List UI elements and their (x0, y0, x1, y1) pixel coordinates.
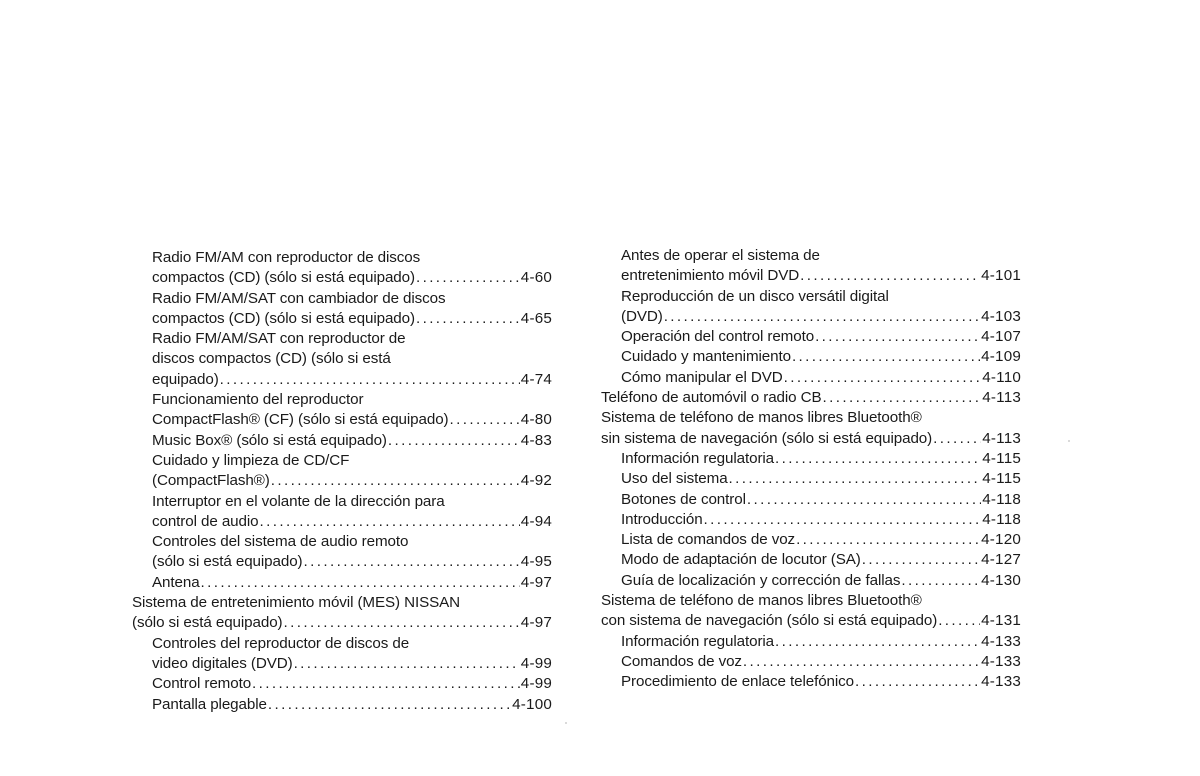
toc-entry (601, 510, 1021, 530)
toc-page-number: 4-95 (520, 553, 552, 571)
toc-entry (132, 431, 552, 451)
toc-entry (601, 449, 1021, 469)
dot-leader (268, 695, 511, 715)
dot-leader (416, 309, 520, 329)
dot-leader (775, 632, 980, 652)
toc-entry-title: Radio FM/AM/SAT con cambiador de discos (152, 289, 446, 307)
toc-entry-title: control de audio (152, 512, 259, 530)
toc-entry-title: Controles del sistema de audio remoto (152, 533, 409, 551)
dot-leader (784, 368, 982, 388)
paper-speck (1068, 440, 1070, 442)
toc-page-number: 4-97 (520, 614, 552, 632)
toc-page-number: 4-118 (982, 510, 1021, 528)
toc-entry-title: compactos (CD) (sólo si está equipado) (152, 309, 415, 327)
toc-page-number: 4-133 (981, 652, 1021, 670)
toc-page-number: 4-60 (520, 269, 552, 287)
dot-leader (938, 611, 980, 631)
toc-entry (132, 634, 552, 675)
toc-entry (601, 408, 1021, 449)
toc-page-number: 4-118 (982, 490, 1021, 508)
toc-entry-title: Información regulatoria (621, 632, 775, 650)
dot-leader (294, 654, 520, 674)
toc-entry-title: Music Box® (sólo si está equipado) (152, 431, 387, 449)
dot-leader (271, 471, 520, 491)
dot-leader (416, 268, 520, 288)
toc-entry (601, 246, 1021, 287)
toc-entry (601, 632, 1021, 652)
dot-leader (704, 510, 982, 530)
toc-entry (601, 672, 1021, 692)
toc-entry-title: Lista de comandos de voz (621, 531, 796, 549)
dot-leader (901, 571, 980, 591)
dot-leader (743, 652, 980, 672)
toc-entry (132, 329, 552, 390)
toc-entry (132, 248, 552, 289)
toc-entry-title: video digitales (DVD) (152, 654, 293, 672)
toc-entry-title: Operación del control remoto (621, 328, 815, 346)
toc-entry-title: Introducción (621, 510, 703, 528)
toc-entry-title: Antes de operar el sistema de (621, 247, 820, 264)
toc-entry-title: Pantalla plegable (152, 695, 267, 713)
toc-entry-title: Antena (152, 573, 200, 591)
toc-page-number: 4-83 (520, 431, 552, 449)
toc-page-number: 4-99 (520, 675, 552, 693)
toc-entry (601, 530, 1021, 550)
dot-leader (800, 266, 980, 286)
dot-leader (823, 388, 982, 408)
toc-page-number: 4-127 (981, 551, 1021, 569)
toc-page-number: 4-97 (520, 573, 552, 591)
toc-entry-title: (sólo si está equipado) (152, 553, 303, 571)
toc-entry-title: Modo de adaptación de locutor (SA) (621, 551, 861, 569)
toc-entry (132, 573, 552, 593)
toc-page-number: 4-92 (520, 472, 552, 490)
toc-page-number: 4-113 (982, 429, 1021, 447)
toc-entry-title: Funcionamiento del reproductor (152, 391, 364, 409)
toc-entry (601, 591, 1021, 632)
toc-page-number: 4-120 (981, 531, 1021, 549)
toc-page-number: 4-100 (512, 695, 552, 713)
toc-entry (132, 390, 552, 431)
toc-entry (132, 289, 552, 330)
dot-leader (252, 674, 520, 694)
toc-entry (601, 327, 1021, 347)
toc-entry-title: Cuidado y mantenimiento (621, 348, 791, 366)
toc-entry-title: con sistema de navegación (sólo si está equipado) (601, 612, 938, 630)
toc-entry-title: Uso del sistema (621, 470, 728, 488)
bleed-through-mark (268, 80, 388, 170)
toc-page-number: 4-109 (981, 348, 1021, 366)
toc-page-number: 4-80 (520, 411, 552, 429)
dot-leader (450, 410, 520, 430)
toc-entry-title: compactos (CD) (sólo si está equipado) (152, 269, 415, 287)
toc-entry (132, 492, 552, 533)
dot-leader (664, 307, 980, 327)
toc-page-number: 4-99 (520, 654, 552, 672)
toc-entry-title: Interruptor en el volante de la dirección para (152, 492, 445, 510)
toc-entry-title: CompactFlash® (CF) (sólo si está equipado) (152, 411, 449, 429)
dot-leader (284, 613, 520, 633)
toc-entry-title: equipado) (152, 370, 219, 388)
toc-column-right (601, 246, 1021, 693)
dot-leader (796, 530, 980, 550)
toc-entry (601, 287, 1021, 328)
toc-entry-title: Comandos de voz (621, 652, 742, 670)
toc-entry (601, 490, 1021, 510)
toc-page-number: 4-107 (981, 328, 1021, 346)
dot-leader (259, 512, 519, 532)
dot-leader (933, 429, 981, 449)
dot-leader (201, 573, 520, 593)
toc-page-number: 4-115 (982, 470, 1021, 488)
toc-entry-title: Cómo manipular el DVD (621, 368, 783, 386)
toc-entry-title: Reproducción de un disco versátil digital (621, 287, 889, 305)
toc-entry-title: Teléfono de automóvil o radio CB (601, 389, 822, 407)
toc-entry-title: Radio FM/AM/SAT con reproductor de (152, 330, 406, 348)
toc-page-number: 4-131 (981, 612, 1021, 630)
toc-entry (601, 571, 1021, 591)
toc-entry-title: Controles del reproductor de discos de (152, 634, 410, 652)
toc-page-number: 4-94 (520, 512, 552, 530)
toc-entry-title: Sistema de entretenimiento móvil (MES) NISSAN (132, 594, 461, 612)
toc-entry-title: Sistema de teléfono de manos libres Bluetooth® (601, 409, 922, 427)
toc-page-number: 4-103 (981, 307, 1021, 325)
toc-entry (132, 451, 552, 492)
toc-entry-title: Radio FM/AM con reproductor de discos (152, 249, 421, 266)
toc-entry (132, 695, 552, 715)
toc-page-number: 4-115 (982, 449, 1021, 467)
dot-leader (747, 490, 981, 510)
toc-entry-title: entretenimiento móvil DVD (621, 267, 800, 285)
toc-entry-title: Sistema de teléfono de manos libres Bluetooth® (601, 592, 922, 610)
toc-entry (601, 347, 1021, 367)
toc-entry-title: Control remoto (152, 675, 252, 693)
toc-entry-title: Botones de control (621, 490, 746, 508)
toc-entry (601, 550, 1021, 570)
toc-page-number: 4-74 (520, 370, 552, 388)
toc-entry-title: (CompactFlash®) (152, 472, 270, 490)
toc-entry-title: Cuidado y limpieza de CD/CF (152, 451, 350, 469)
dot-leader (775, 449, 981, 469)
toc-page-number: 4-133 (981, 673, 1021, 691)
toc-page-number: 4-113 (982, 389, 1021, 407)
dot-leader (855, 672, 980, 692)
toc-entry-title: Procedimiento de enlace telefónico (621, 673, 855, 691)
dot-leader (862, 550, 980, 570)
toc-entry-title: sin sistema de navegación (sólo si está equipado) (601, 429, 933, 447)
toc-entry (601, 388, 1021, 408)
paper-speck (565, 722, 567, 724)
toc-page-number: 4-110 (982, 368, 1021, 386)
toc-entry (601, 469, 1021, 489)
dot-leader (815, 327, 980, 347)
toc-entry-title: discos compactos (CD) (sólo si está (152, 350, 391, 368)
toc-page-number: 4-133 (981, 632, 1021, 650)
toc-entry (132, 593, 552, 634)
toc-page-number: 4-130 (981, 571, 1021, 589)
toc-entry-title: (sólo si está equipado) (132, 614, 283, 632)
dot-leader (220, 370, 520, 390)
dot-leader (792, 347, 980, 367)
toc-page-number: 4-101 (981, 267, 1021, 285)
toc-entry-title: Guía de localización y corrección de fallas (621, 571, 901, 589)
toc-entry-title: (DVD) (621, 307, 663, 325)
dot-leader (304, 552, 520, 572)
toc-page-number: 4-65 (520, 309, 552, 327)
dot-leader (388, 431, 520, 451)
toc-entry (601, 652, 1021, 672)
dot-leader (729, 469, 982, 489)
toc-entry (132, 674, 552, 694)
toc-column-left (132, 248, 552, 715)
toc-entry (601, 368, 1021, 388)
toc-entry (132, 532, 552, 573)
toc-entry-title: Información regulatoria (621, 449, 775, 467)
